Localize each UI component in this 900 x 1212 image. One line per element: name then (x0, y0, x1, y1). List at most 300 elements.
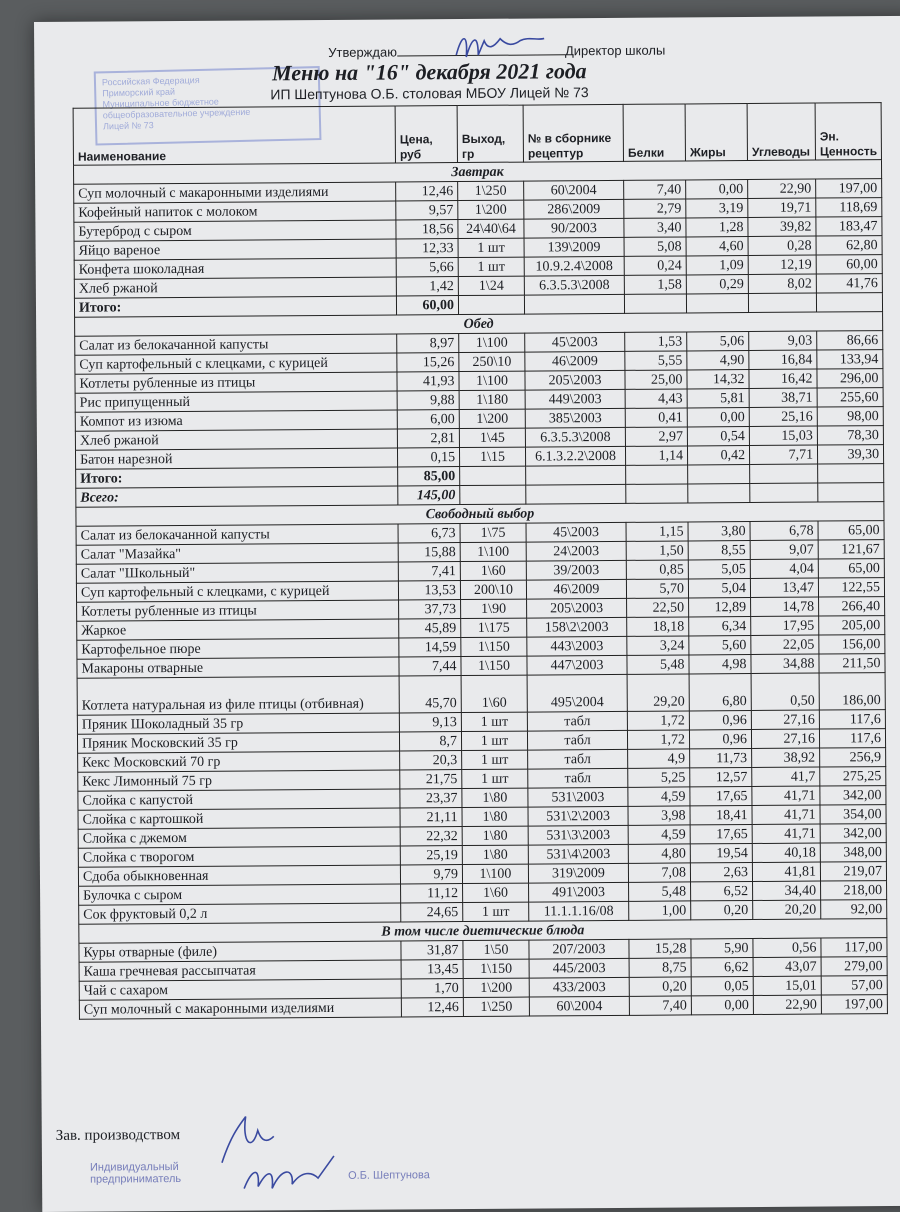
cell-carbs: 6,78 (750, 521, 818, 540)
cell-name: Кекс Лимонный 75 гр (78, 770, 400, 791)
empty-cell (626, 484, 688, 503)
cell-price: 1,42 (396, 277, 458, 296)
cell-energy: 118,69 (816, 198, 882, 217)
cell-protein: 4,43 (625, 389, 687, 408)
cell-protein: 5,48 (627, 655, 689, 674)
cell-price: 11,12 (401, 884, 463, 903)
director-label: Директор школы (564, 42, 666, 59)
cell-energy: 117,6 (819, 729, 885, 748)
cell-yield: 1\200 (458, 200, 524, 219)
cell-name: Сок фруктовый 0,2 л (79, 903, 401, 924)
cell-name: Макароны отварные (77, 657, 399, 678)
cell-fat: 5,90 (691, 939, 753, 958)
cell-fat: 11,73 (690, 749, 752, 768)
cell-price: 14,59 (399, 638, 461, 657)
cell-price: 2,81 (397, 429, 459, 448)
cell-energy: 122,55 (818, 578, 884, 597)
cell-price: 37,73 (399, 600, 461, 619)
cell-yield: 1\45 (459, 428, 525, 447)
cell-yield: 1 шт (461, 731, 527, 750)
cell-protein: 1,15 (626, 522, 688, 541)
cell-carbs: 9,07 (750, 540, 818, 559)
cell-protein: 25,00 (625, 370, 687, 389)
cell-name: Булочка с сыром (79, 884, 401, 905)
cell-carbs: 41,81 (752, 862, 820, 881)
cell-yield: 1\175 (461, 618, 527, 637)
cell-price: 5,66 (396, 258, 458, 277)
cell-protein: 0,41 (625, 408, 687, 427)
cell-name: Рис припущенный (75, 391, 397, 412)
cell-energy: 98,00 (817, 407, 883, 426)
cell-protein: 0,20 (629, 977, 691, 996)
cell-yield: 1\90 (461, 599, 527, 618)
cell-fat: 6,62 (691, 958, 753, 977)
empty-cell (460, 485, 526, 504)
col-yield: Выход, гр (457, 105, 523, 162)
owner-signature (238, 1148, 348, 1199)
cell-carbs: 8,02 (748, 274, 816, 293)
cell-name: Салат "Мазайка" (76, 543, 398, 564)
cell-name: Жаркое (77, 619, 399, 640)
cell-yield: 1 шт (458, 238, 524, 257)
cell-energy: 62,80 (816, 236, 882, 255)
cell-recipe: 531\3\2003 (528, 825, 628, 845)
cell-name: Конфета шоколадная (74, 258, 396, 279)
cell-price: 45,89 (399, 619, 461, 638)
cell-price: 7,44 (399, 657, 461, 676)
empty-cell (458, 295, 524, 314)
cell-energy: 279,00 (821, 957, 887, 976)
empty-cell (524, 294, 624, 314)
cell-price: 12,33 (396, 239, 458, 258)
cell-price: 31,87 (401, 941, 463, 960)
cell-price: 25,19 (400, 846, 462, 865)
cell-recipe: 6.3.5.3\2008 (525, 427, 625, 447)
cell-yield: 1\50 (463, 940, 529, 959)
cell-name: Котлета натуральная из филе птицы (отбивная) (77, 676, 399, 715)
cell-carbs: 38,92 (752, 748, 820, 767)
cell-recipe: 531\4\2003 (528, 844, 628, 864)
cell-carbs: 16,84 (749, 350, 817, 369)
cell-protein: 22,50 (627, 598, 689, 617)
cell-yield: 1\200 (459, 409, 525, 428)
cell-recipe: 11.1.1.16/08 (529, 901, 629, 921)
cell-name: Котлеты рубленные из птицы (77, 600, 399, 621)
cell-name: Пряник Шоколадный 35 гр (77, 713, 399, 734)
cell-fat: 0,00 (686, 180, 748, 199)
cell-protein: 4,59 (628, 787, 690, 806)
cell-name: Сдоба обыкновенная (78, 865, 400, 886)
cell-recipe: 46\2009 (526, 579, 626, 599)
page-title: Меню на "16" декабря 2021 года (272, 58, 587, 86)
cell-name: Яйцо вареное (74, 239, 396, 260)
cell-fat: 0,54 (687, 427, 749, 446)
cell-carbs: 25,16 (749, 407, 817, 426)
cell-price: 13,45 (401, 960, 463, 979)
cell-carbs: 27,16 (751, 729, 819, 748)
cell-name: Компот из изюма (75, 410, 397, 431)
cell-yield: 1 шт (463, 902, 529, 921)
cell-protein: 3,40 (624, 218, 686, 237)
cell-protein: 1,72 (627, 730, 689, 749)
cell-name: Чай с сахаром (79, 979, 401, 1000)
cell-yield: 1\100 (460, 542, 526, 561)
empty-cell (750, 464, 818, 483)
table-row (77, 673, 885, 716)
cell-price: 1,70 (401, 979, 463, 998)
cell-fat: 8,55 (688, 541, 750, 560)
cell-energy: 342,00 (820, 786, 886, 805)
cell-carbs: 7,71 (749, 445, 817, 464)
cell-energy: 211,50 (819, 654, 885, 673)
cell-energy: 60,00 (816, 255, 882, 274)
header-row (73, 103, 881, 166)
cell-yield: 1\180 (459, 390, 525, 409)
cell-energy: 218,00 (821, 881, 887, 900)
cell-price: 6,73 (398, 524, 460, 543)
cell-carbs: 41,71 (752, 786, 820, 805)
cell-yield: 1\150 (461, 637, 527, 656)
cell-fat: 6,80 (689, 674, 751, 711)
cell-energy: 255,60 (817, 388, 883, 407)
cell-carbs: 34,88 (751, 654, 819, 673)
col-protein: Белки (623, 104, 685, 161)
menu-body (74, 160, 888, 1020)
cell-name: Суп картофельный с клецками, с курицей (75, 353, 397, 374)
col-energy: Эн. Ценность (815, 103, 881, 160)
cell-fat: 5,60 (689, 636, 751, 655)
cell-yield: 1\100 (459, 333, 525, 352)
cell-energy: 275,25 (820, 767, 886, 786)
cell-recipe: 207/2003 (529, 939, 629, 959)
cell-recipe: 319\2009 (528, 863, 628, 883)
cell-carbs: 19,71 (748, 198, 816, 217)
cell-fat: 5,05 (688, 560, 750, 579)
cell-fat: 18,41 (690, 806, 752, 825)
cell-name: Салат из белокачанной капусты (76, 524, 398, 545)
production-head-label: Зав. производством (55, 1127, 181, 1144)
cell-fat: 1,28 (686, 218, 748, 237)
cell-protein: 2,79 (624, 199, 686, 218)
cell-protein: 1,53 (625, 332, 687, 351)
cell-fat: 4,98 (689, 655, 751, 674)
cell-yield: 1\80 (462, 807, 528, 826)
empty-cell (624, 294, 686, 313)
cell-name: Слойка с капустой (78, 789, 400, 810)
empty-cell (750, 483, 818, 502)
cell-carbs: 38,71 (749, 388, 817, 407)
page-subtitle: ИП Шептунова О.Б. столовая МБОУ Лицей № 73 (270, 84, 589, 103)
cell-energy: 117,00 (821, 938, 887, 957)
cell-energy: 133,94 (817, 350, 883, 369)
cell-protein: 5,48 (629, 882, 691, 901)
stamp-line: Приморский край (102, 86, 176, 99)
cell-carbs: 15,01 (753, 976, 821, 995)
cell-recipe: 90/2003 (524, 218, 624, 238)
cell-price: 20,3 (400, 751, 462, 770)
cell-price: 9,13 (399, 713, 461, 732)
cell-name: Кофейный напиток с молоком (74, 201, 396, 222)
cell-fat: 0,00 (687, 408, 749, 427)
cell-price: 9,88 (397, 391, 459, 410)
cell-energy: 41,76 (816, 274, 882, 293)
cell-recipe: 10.9.2.4\2008 (524, 256, 624, 276)
cell-price: 12,46 (401, 998, 463, 1017)
stamp-ip-label (90, 1161, 200, 1186)
cell-protein: 0,24 (624, 256, 686, 275)
cell-price: 9,79 (400, 865, 462, 884)
cell-fat: 0,42 (687, 446, 749, 465)
cell-price: 15,88 (398, 543, 460, 562)
cell-yield: 1\24 (458, 276, 524, 295)
cell-yield: 250\10 (459, 352, 525, 371)
cell-yield: 24\40\64 (458, 219, 524, 238)
cell-name: Батон нарезной (75, 448, 397, 469)
cell-name: Суп молочный с макаронными изделиями (74, 182, 396, 203)
cell-fat: 1,09 (686, 256, 748, 275)
cell-fat: 4,60 (686, 237, 748, 256)
cell-recipe: 6.1.3.2.2\2008 (525, 446, 625, 466)
cell-name: Суп картофельный с клецками, с курицей (76, 581, 398, 602)
cell-protein: 29,20 (627, 674, 689, 711)
cell-yield: 1\80 (462, 845, 528, 864)
cell-recipe: табл (528, 749, 628, 769)
lunch-total-row-value: 85,00 (398, 467, 460, 486)
cell-energy: 219,07 (820, 862, 886, 881)
cell-protein: 3,24 (627, 636, 689, 655)
cell-fat: 0,96 (689, 730, 751, 749)
cell-energy: 57,00 (821, 976, 887, 995)
cell-fat: 5,81 (687, 389, 749, 408)
cell-fat: 2,63 (690, 863, 752, 882)
cell-energy: 256,9 (820, 748, 886, 767)
col-recipe: № в сборнике рецептур (523, 104, 623, 162)
cell-protein: 4,9 (628, 749, 690, 768)
cell-recipe: 445/2003 (529, 958, 629, 978)
cell-recipe: 205\2003 (525, 370, 625, 390)
cell-yield: 1\100 (459, 371, 525, 390)
cell-recipe: табл (527, 711, 627, 731)
cell-name: Салат из белокачанной капусты (75, 334, 397, 355)
cell-price: 6,00 (397, 410, 459, 429)
cell-carbs: 13,47 (750, 578, 818, 597)
cell-energy: 197,00 (821, 995, 887, 1014)
cell-protein: 0,85 (626, 560, 688, 579)
cell-energy: 354,00 (820, 805, 886, 824)
cell-fat: 6,52 (691, 882, 753, 901)
cell-name: Пряник Московский 35 гр (77, 732, 399, 753)
cell-protein: 4,80 (628, 844, 690, 863)
cell-energy: 205,00 (819, 616, 885, 635)
cell-protein: 7,40 (624, 180, 686, 199)
cell-price: 21,75 (400, 770, 462, 789)
cell-yield: 1\100 (462, 864, 528, 883)
cell-fat: 3,19 (686, 199, 748, 218)
cell-recipe: 531\2003 (528, 787, 628, 807)
cell-carbs: 12,19 (748, 255, 816, 274)
cell-price: 9,57 (396, 201, 458, 220)
cell-name: Бутерброд с сыром (74, 220, 396, 241)
lunch-total-row-label: Итого: (76, 467, 398, 488)
cell-recipe: 6.3.5.3\2008 (524, 275, 624, 295)
cell-price: 41,93 (397, 372, 459, 391)
cell-protein: 1,72 (627, 711, 689, 730)
cell-price: 0,15 (397, 448, 459, 467)
cell-fat: 17,65 (690, 825, 752, 844)
cell-name: Слойка с картошкой (78, 808, 400, 829)
cell-protein: 1,50 (626, 541, 688, 560)
cell-price: 8,7 (399, 732, 461, 751)
cell-energy: 86,66 (817, 331, 883, 350)
cell-energy: 342,00 (820, 824, 886, 843)
section-title: Завтрак (74, 160, 882, 185)
cell-carbs: 41,7 (752, 767, 820, 786)
cell-recipe: 205\2003 (527, 598, 627, 618)
empty-cell (748, 293, 816, 312)
col-price: Цена, руб (395, 106, 457, 163)
cell-fat: 5,06 (687, 332, 749, 351)
stamp-line: Муниципальное бюджетное (102, 96, 219, 110)
cell-carbs: 0,50 (751, 673, 819, 710)
empty-cell (460, 466, 526, 485)
col-name: Наименование (73, 106, 395, 165)
cell-protein: 2,97 (625, 427, 687, 446)
cell-price: 15,26 (397, 353, 459, 372)
cell-name: Картофельное пюре (77, 638, 399, 659)
cell-yield: 200\10 (460, 580, 526, 599)
cell-energy: 39,30 (817, 445, 883, 464)
cell-yield: 1 шт (462, 750, 528, 769)
cell-protein: 5,55 (625, 351, 687, 370)
cell-recipe: 491\2003 (529, 882, 629, 902)
cell-fat: 0,20 (691, 901, 753, 920)
cell-protein: 1,58 (624, 275, 686, 294)
cell-yield: 1\250 (463, 997, 529, 1016)
empty-cell (526, 465, 626, 485)
cell-fat: 12,89 (689, 598, 751, 617)
cell-name: Каша гречневая рассыпчатая (79, 960, 401, 981)
cell-price: 23,37 (400, 789, 462, 808)
menu-table (73, 102, 888, 1020)
cell-recipe: 139\2009 (524, 237, 624, 257)
cell-recipe: 385\2003 (525, 408, 625, 428)
section-title: В том числе диетические блюда (79, 919, 887, 944)
cell-protein: 1,00 (629, 901, 691, 920)
cell-yield: 1 шт (462, 769, 528, 788)
cell-recipe: 286\2009 (524, 199, 624, 219)
cell-name: Салат "Школьный" (76, 562, 398, 583)
cell-recipe: 45\2003 (526, 522, 626, 542)
cell-fat: 3,80 (688, 522, 750, 541)
cell-fat: 6,34 (689, 617, 751, 636)
cell-recipe: 449\2003 (525, 389, 625, 409)
section-title: Обед (75, 312, 883, 337)
cell-protein: 7,08 (628, 863, 690, 882)
breakfast-total-row-value: 60,00 (396, 296, 458, 315)
cell-recipe: табл (528, 768, 628, 788)
cell-price: 18,56 (396, 220, 458, 239)
cell-carbs: 41,71 (752, 824, 820, 843)
cell-carbs: 40,18 (752, 843, 820, 862)
cell-energy: 121,67 (818, 540, 884, 559)
cell-carbs: 14,78 (751, 597, 819, 616)
cell-price: 22,32 (400, 827, 462, 846)
cell-yield: 1 шт (458, 257, 524, 276)
cell-yield: 1\60 (463, 883, 529, 902)
cell-price: 13,53 (398, 581, 460, 600)
cell-price: 12,46 (396, 182, 458, 201)
cell-recipe: 60\2004 (529, 996, 629, 1016)
cell-carbs: 9,03 (749, 331, 817, 350)
section-title: Свободный выбор (76, 502, 884, 527)
cell-carbs: 39,82 (748, 217, 816, 236)
cell-carbs: 34,40 (753, 881, 821, 900)
cell-carbs: 43,07 (753, 957, 821, 976)
cell-protein: 18,18 (627, 617, 689, 636)
grand-total-row-label: Всего: (76, 486, 398, 507)
cell-yield: 1\150 (461, 656, 527, 675)
cell-recipe: 447\2003 (527, 655, 627, 675)
cell-protein: 1,14 (625, 446, 687, 465)
cell-carbs: 27,16 (751, 710, 819, 729)
cell-yield: 1\200 (463, 978, 529, 997)
grand-total-row-value: 145,00 (398, 486, 460, 505)
cell-carbs: 16,42 (749, 369, 817, 388)
approve-label: Утверждаю (328, 44, 397, 60)
cell-energy: 156,00 (819, 635, 885, 654)
empty-cell (688, 484, 750, 503)
cell-yield: 1\80 (462, 788, 528, 807)
cell-name: Куры отварные (филе) (79, 941, 401, 962)
cell-yield: 1\75 (460, 523, 526, 542)
cell-energy: 186,00 (819, 673, 885, 710)
cell-recipe: 531\2\2003 (528, 806, 628, 826)
stamp-name-label: О.Б. Шептунова (348, 1169, 430, 1182)
cell-recipe: табл (527, 730, 627, 750)
cell-fat: 0,00 (691, 996, 753, 1015)
cell-name: Хлеб ржаной (75, 429, 397, 450)
cell-carbs: 0,28 (748, 236, 816, 255)
cell-recipe: 24\2003 (526, 541, 626, 561)
cell-energy: 65,00 (818, 559, 884, 578)
cell-protein: 7,40 (629, 996, 691, 1015)
cell-recipe: 495\2004 (527, 674, 627, 712)
cell-protein: 5,08 (624, 237, 686, 256)
cell-name: Слойка с творогом (78, 846, 400, 867)
cell-carbs: 17,95 (751, 616, 819, 635)
cell-yield: 1\15 (459, 447, 525, 466)
cell-name: Котлеты рубленные из птицы (75, 372, 397, 393)
cell-recipe: 39/2003 (526, 560, 626, 580)
cell-fat: 19,54 (690, 844, 752, 863)
cell-price: 21,11 (400, 808, 462, 827)
cell-energy: 296,00 (817, 369, 883, 388)
cell-name: Слойка с джемом (78, 827, 400, 848)
cell-recipe: 60\2004 (524, 180, 624, 200)
stamp-ip-text: Индивидуальный предприниматель (89, 1161, 182, 1186)
cell-carbs: 22,90 (753, 995, 821, 1014)
cell-fat: 0,96 (689, 711, 751, 730)
cell-carbs: 0,56 (753, 938, 821, 957)
cell-recipe: 433/2003 (529, 977, 629, 997)
cell-fat: 4,90 (687, 351, 749, 370)
empty-cell (818, 464, 884, 483)
cell-energy: 78,30 (817, 426, 883, 445)
cell-yield: 1\60 (461, 675, 527, 712)
cell-fat: 14,32 (687, 370, 749, 389)
cell-energy: 117,6 (819, 710, 885, 729)
cell-carbs: 15,03 (749, 426, 817, 445)
